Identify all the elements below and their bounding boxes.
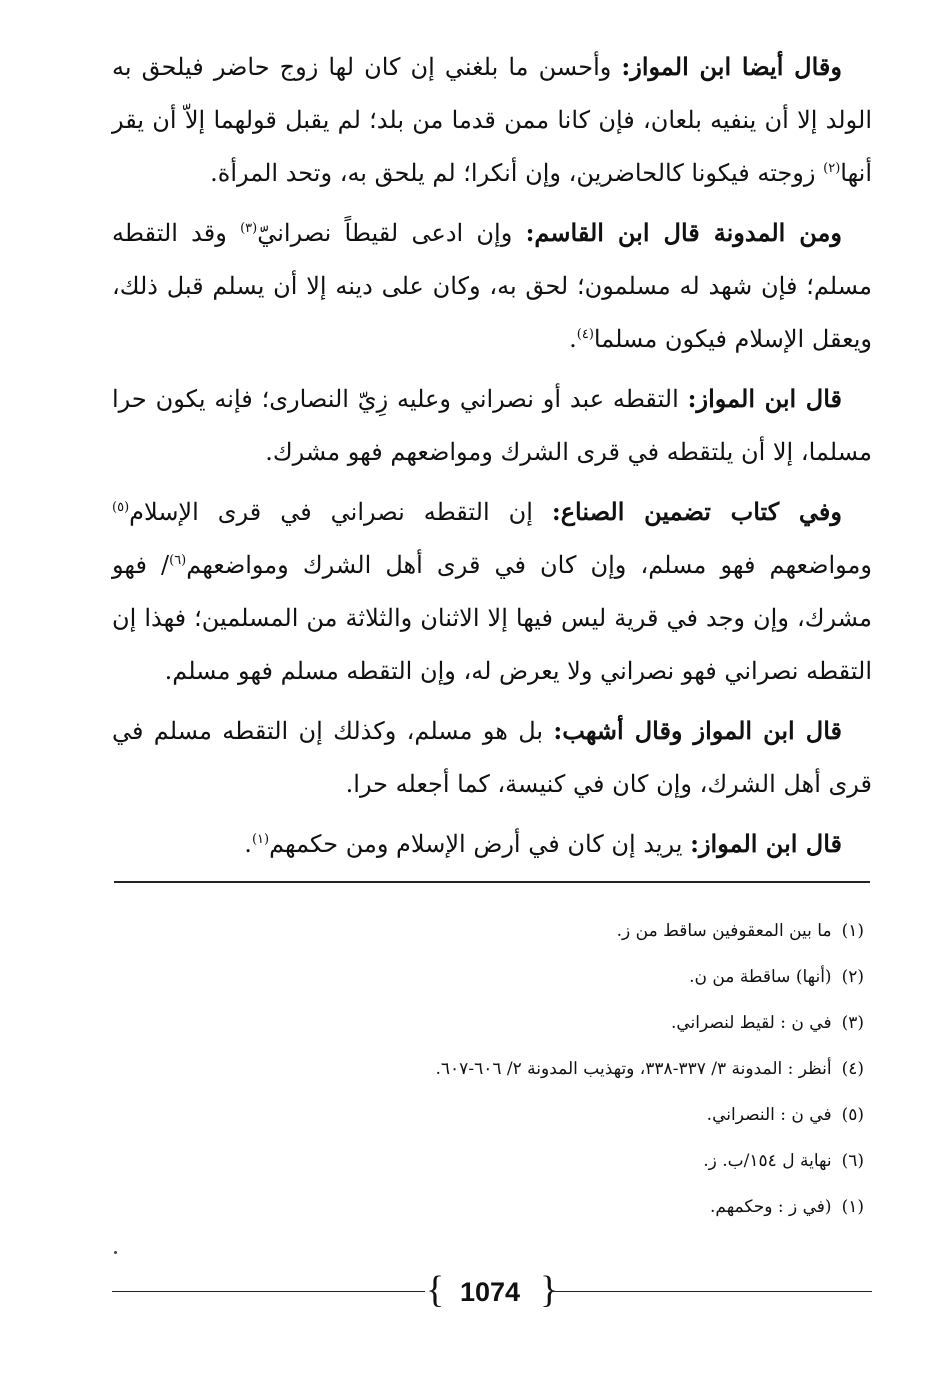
paragraph-text: . — [244, 830, 252, 858]
paragraph-2 — [112, 206, 872, 366]
footnote-ref[interactable]: (٣) — [240, 221, 258, 236]
footer-rule-left — [112, 1291, 425, 1292]
paragraph-5 — [112, 704, 872, 811]
footnote-text: نهاية ل ١٥٤/ب. ز. — [703, 1151, 832, 1171]
footnote-item — [112, 1000, 872, 1046]
paragraph-text: بل هو مسلم، وكذلك إن التقطه مسلم في قرى أهل الشرك، وإن كان في كنيسة، كما أجعله حرا. — [112, 717, 872, 798]
footnote-ref[interactable]: (٦) — [169, 553, 187, 568]
footnote-number: (٤) — [841, 1059, 864, 1079]
footnote-separator — [114, 881, 870, 883]
paragraph-1 — [112, 40, 872, 200]
footnote-item — [112, 954, 872, 1000]
page-number: 1074 — [459, 1277, 521, 1307]
footnote-number: (٥) — [841, 1105, 864, 1125]
footer-bracket-right: } — [540, 1269, 559, 1311]
footnote-text: أنظر : المدونة ٣/ ٣٣٧-٣٣٨، وتهذيب المدونة ٢/ ٦٠٦-٦٠٧. — [435, 1059, 832, 1079]
footnote-number: (١) — [841, 1197, 864, 1217]
main-text — [112, 40, 872, 877]
stray-mark — [114, 1251, 117, 1254]
paragraph-text: وإن ادعى لقيطاً نصرانيّ — [257, 219, 526, 247]
footnote-number: (٣) — [841, 1013, 864, 1033]
footnotes-section — [112, 908, 872, 1230]
paragraph-text: إن التقطه نصراني في قرى الإسلام — [129, 498, 552, 526]
paragraph-lead: قال ابن المواز: — [690, 829, 842, 858]
footnote-ref[interactable]: (١) — [251, 832, 270, 847]
footnote-ref[interactable]: (٢) — [823, 161, 841, 176]
footnote-item — [112, 1092, 872, 1138]
footnote-item — [112, 1184, 872, 1230]
paragraph-text: التقطه عبد أو نصراني وعليه زِيّ النصارى؛ فإنه يكون حرا مسلما، إلا أن يلتقطه في قرى الشرك ومواضعهم فهو مشرك. — [112, 385, 872, 466]
footnote-text: في ن : لقيط لنصراني. — [670, 1013, 832, 1033]
paragraph-lead: وقال أيضا ابن المواز: — [621, 52, 842, 81]
footnote-number: (١) — [841, 921, 864, 941]
paragraph-text: وأحسن ما بلغني إن كان لها زوج حاضر فيلحق به الولد إلا أن ينفيه بلعان، فإن كانا ممن قدما من بلد؛ لم يقبل قولهما إلاّ أن يقر أنها — [112, 53, 872, 187]
paragraph-text: وقد التقطه مسلم؛ فإن شهد له مسلمون؛ لحق به، وكان على دينه إلا أن يسلم قبل ذلك، ويعقل الإسلام فيكون مسلما — [112, 219, 872, 353]
paragraph-4 — [112, 485, 872, 698]
paragraph-lead: ومن المدونة قال ابن القاسم: — [525, 218, 842, 247]
paragraph-lead: قال ابن المواز: — [687, 384, 843, 413]
paragraph-lead: قال ابن المواز وقال أشهب: — [553, 716, 842, 745]
paragraph-lead: وفي كتاب تضمين الصناع: — [551, 497, 842, 526]
footer-bracket-left: { — [426, 1269, 445, 1311]
paragraph-6 — [112, 817, 872, 871]
footnote-text: (في ز : وحكمهم. — [710, 1197, 832, 1217]
footnote-text: ما بين المعقوفين ساقط من ز. — [616, 921, 832, 941]
footnote-ref[interactable]: (٥) — [112, 500, 130, 515]
footer-rule-right — [552, 1291, 872, 1292]
footnote-item — [112, 908, 872, 954]
footnote-item — [112, 1138, 872, 1184]
paragraph-text: . — [569, 325, 577, 353]
paragraph-text: زوجته فيكونا كالحاضرين، وإن أنكرا؛ لم يلحق به، وتحد المرأة. — [210, 159, 824, 187]
paragraph-text: ومواضعهم فهو مسلم، وإن كان في قرى أهل الشرك ومواضعهم — [186, 551, 872, 579]
footnote-ref[interactable]: (٤) — [576, 327, 594, 342]
footnote-number: (٢) — [841, 967, 864, 987]
footnote-item — [112, 1046, 872, 1092]
page-footer — [112, 1269, 872, 1312]
paragraph-text: يريد إن كان في أرض الإسلام ومن حكمهم — [269, 830, 691, 858]
footnote-text: في ن : النصراني. — [706, 1105, 832, 1125]
paragraph-3 — [112, 372, 872, 479]
footnote-number: (٦) — [841, 1151, 864, 1171]
paragraph-text: / فهو مشرك، وإن وجد في قرية ليس فيها إلا الاثنان والثلاثة من المسلمين؛ فهذا إن التقطه نصراني فهو نصراني ولا يعرض له، وإن التقطه مسلم فهو مسلم. — [112, 551, 872, 685]
footnote-text: (أنها) ساقطة من ن. — [689, 967, 832, 987]
